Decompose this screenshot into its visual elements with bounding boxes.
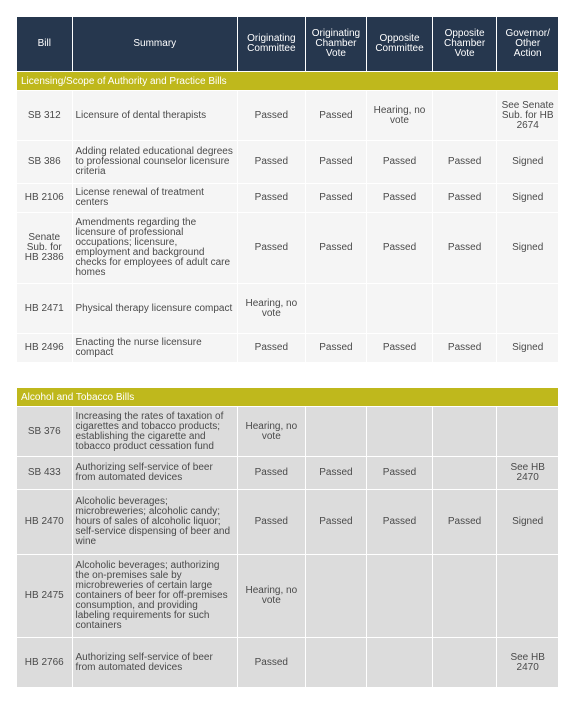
summary-cell: License renewal of treatment centers <box>73 184 238 212</box>
opposite-committee-cell: Passed <box>367 141 432 183</box>
governor-action-cell: See HB 2470 <box>497 457 558 489</box>
originating-chamber-vote-cell: Passed <box>306 141 367 183</box>
governor-action-cell: Signed <box>497 213 558 283</box>
opposite-chamber-vote-cell: Passed <box>433 184 497 212</box>
summary-cell: Physical therapy licensure compact <box>73 284 238 333</box>
table-row <box>17 91 558 140</box>
header-opposite-chamber-vote: Opposite Chamber Vote <box>433 17 497 71</box>
originating-chamber-vote-cell <box>306 555 367 637</box>
header-row <box>17 17 558 71</box>
section-row <box>17 388 558 406</box>
governor-action-cell: Signed <box>497 334 558 362</box>
opposite-committee-cell <box>367 555 432 637</box>
table-row <box>17 407 558 456</box>
section-title: Licensing/Scope of Authority and Practice Bills <box>17 72 558 90</box>
originating-chamber-vote-cell <box>306 407 367 456</box>
opposite-chamber-vote-cell <box>433 91 497 140</box>
opposite-chamber-vote-cell: Passed <box>433 141 497 183</box>
originating-chamber-vote-cell: Passed <box>306 184 367 212</box>
opposite-chamber-vote-cell <box>433 284 497 333</box>
bill-cell: SB 433 <box>17 457 72 489</box>
originating-committee-cell: Passed <box>238 141 305 183</box>
summary-cell: Authorizing self-service of beer from automated devices <box>73 638 238 687</box>
table-row <box>17 555 558 637</box>
bill-cell: Senate Sub. for HB 2386 <box>17 213 72 283</box>
summary-cell: Licensure of dental therapists <box>73 91 238 140</box>
bill-cell: HB 2766 <box>17 638 72 687</box>
originating-committee-cell: Passed <box>238 490 305 554</box>
governor-action-cell: See Senate Sub. for HB 2674 <box>497 91 558 140</box>
opposite-committee-cell: Passed <box>367 490 432 554</box>
summary-cell: Adding related educational degrees to professional counselor licensure criteria <box>73 141 238 183</box>
governor-action-cell: See HB 2470 <box>497 638 558 687</box>
governor-action-cell <box>497 555 558 637</box>
bill-cell: SB 312 <box>17 91 72 140</box>
governor-action-cell: Signed <box>497 141 558 183</box>
table-row <box>17 638 558 687</box>
governor-action-cell <box>497 284 558 333</box>
originating-committee-cell: Hearing, no vote <box>238 407 305 456</box>
header-originating-chamber-vote: Originating Chamber Vote <box>306 17 367 71</box>
originating-chamber-vote-cell: Passed <box>306 213 367 283</box>
governor-action-cell <box>497 407 558 456</box>
summary-cell: Authorizing self-service of beer from automated devices <box>73 457 238 489</box>
bill-cell: SB 376 <box>17 407 72 456</box>
bill-cell: HB 2106 <box>17 184 72 212</box>
originating-chamber-vote-cell <box>306 284 367 333</box>
summary-cell: Alcoholic beverages; authorizing the on-premises sale by microbreweries of certain large containers of beer for off-premises consumption, and providing labeling requirements for such containers <box>73 555 238 637</box>
opposite-chamber-vote-cell: Passed <box>433 334 497 362</box>
originating-committee-cell: Passed <box>238 334 305 362</box>
opposite-committee-cell: Passed <box>367 334 432 362</box>
header-originating-committee: Originating Committee <box>238 17 305 71</box>
table-row <box>17 141 558 183</box>
table-row <box>17 184 558 212</box>
originating-chamber-vote-cell: Passed <box>306 457 367 489</box>
opposite-chamber-vote-cell <box>433 457 497 489</box>
header-governor-action: Governor/ Other Action <box>497 17 558 71</box>
table-row <box>17 213 558 283</box>
governor-action-cell: Signed <box>497 184 558 212</box>
originating-committee-cell: Passed <box>238 91 305 140</box>
opposite-committee-cell: Passed <box>367 184 432 212</box>
originating-committee-cell: Passed <box>238 457 305 489</box>
opposite-committee-cell <box>367 407 432 456</box>
table-row <box>17 284 558 333</box>
governor-action-cell: Signed <box>497 490 558 554</box>
bill-cell: HB 2471 <box>17 284 72 333</box>
originating-chamber-vote-cell: Passed <box>306 334 367 362</box>
summary-cell: Enacting the nurse licensure compact <box>73 334 238 362</box>
table-row <box>17 334 558 362</box>
opposite-chamber-vote-cell: Passed <box>433 490 497 554</box>
originating-chamber-vote-cell <box>306 638 367 687</box>
originating-committee-cell: Passed <box>238 638 305 687</box>
opposite-chamber-vote-cell <box>433 407 497 456</box>
bill-cell: SB 386 <box>17 141 72 183</box>
opposite-committee-cell <box>367 638 432 687</box>
originating-committee-cell: Hearing, no vote <box>238 284 305 333</box>
licensing-bills-table <box>16 16 559 363</box>
opposite-chamber-vote-cell <box>433 638 497 687</box>
bill-cell: HB 2496 <box>17 334 72 362</box>
opposite-committee-cell: Passed <box>367 213 432 283</box>
opposite-committee-cell: Passed <box>367 457 432 489</box>
bill-cell: HB 2475 <box>17 555 72 637</box>
header-summary: Summary <box>73 17 238 71</box>
header-bill: Bill <box>17 17 72 71</box>
bill-cell: HB 2470 <box>17 490 72 554</box>
originating-committee-cell: Hearing, no vote <box>238 555 305 637</box>
opposite-committee-cell <box>367 284 432 333</box>
alcohol-tobacco-bills-table <box>16 387 559 688</box>
section-row <box>17 72 558 90</box>
summary-cell: Alcoholic beverages; microbreweries; alcoholic candy; hours of sales of alcoholic liquor; self-service dispensing of beer and wine <box>73 490 238 554</box>
originating-chamber-vote-cell: Passed <box>306 490 367 554</box>
originating-chamber-vote-cell: Passed <box>306 91 367 140</box>
summary-cell: Increasing the rates of taxation of cigarettes and tobacco products; establishing the cigarette and tobacco product cessation fund <box>73 407 238 456</box>
table-row <box>17 457 558 489</box>
summary-cell: Amendments regarding the licensure of professional occupations; licensure, employment and background checks for employees of adult care homes <box>73 213 238 283</box>
originating-committee-cell: Passed <box>238 184 305 212</box>
section-title: Alcohol and Tobacco Bills <box>17 388 558 406</box>
header-opposite-committee: Opposite Committee <box>367 17 432 71</box>
opposite-committee-cell: Hearing, no vote <box>367 91 432 140</box>
opposite-chamber-vote-cell: Passed <box>433 213 497 283</box>
originating-committee-cell: Passed <box>238 213 305 283</box>
opposite-chamber-vote-cell <box>433 555 497 637</box>
table-row <box>17 490 558 554</box>
